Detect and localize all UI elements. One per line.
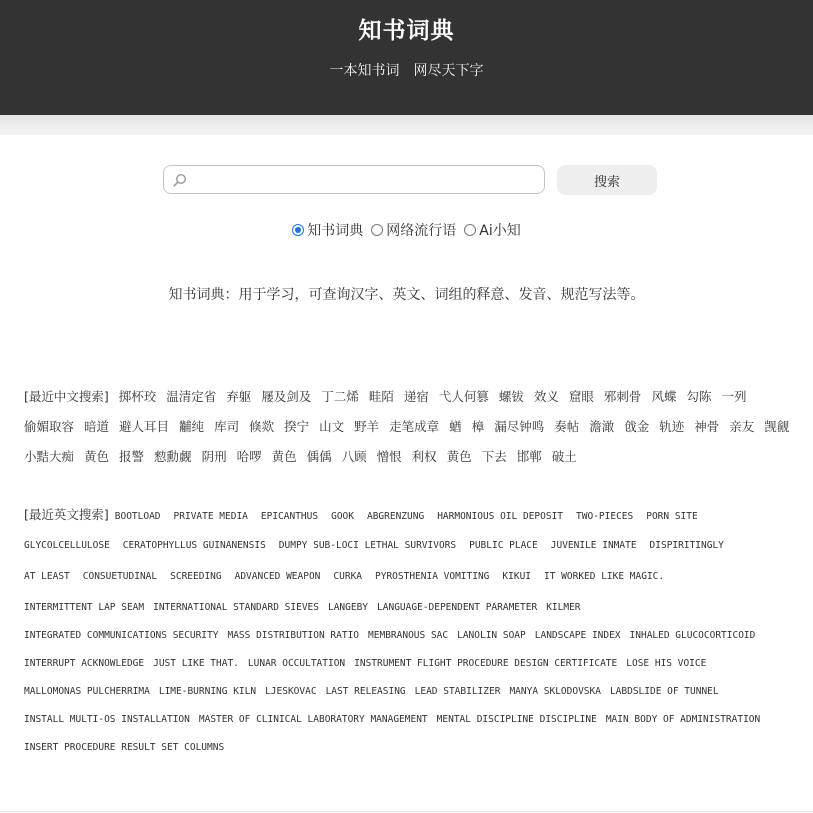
recent-chinese-link[interactable]: 亲友 [729, 419, 755, 434]
recent-chinese-link[interactable]: 戗金 [624, 419, 650, 434]
recent-chinese-link[interactable]: 神骨 [694, 419, 720, 434]
recent-chinese-link[interactable]: 阴刑 [201, 449, 227, 464]
recent-chinese-link[interactable]: 邪刺骨 [603, 389, 642, 404]
recent-english-link[interactable]: PRIVATE MEDIA [173, 511, 248, 522]
recent-english-link[interactable]: PYROSTHENIA VOMITING [375, 571, 490, 582]
recent-chinese-link[interactable]: 偷媚取容 [24, 419, 75, 434]
recent-english-link[interactable]: CURKA [333, 571, 363, 582]
recent-english-link[interactable]: MALLOMONAS PULCHERRIMA [24, 686, 150, 697]
recent-english-row [24, 536, 809, 567]
header-shadow-band [0, 115, 813, 135]
recent-chinese-link[interactable]: 库司 [214, 419, 240, 434]
recent-english-link[interactable]: CERATOPHYLLUS GUINANENSIS [122, 540, 266, 551]
recent-english-link[interactable]: GOOK [331, 511, 354, 522]
recent-english-link[interactable]: MASTER OF CLINICAL LABORATORY MANAGEMENT [198, 714, 428, 725]
recent-english-link[interactable]: INSTALL MULTI-OS INSTALLATION [24, 714, 190, 725]
recent-english-row [24, 682, 809, 710]
recent-english-link[interactable]: INTERNATIONAL STANDARD SIEVES [153, 602, 319, 613]
recent-chinese-link[interactable]: 下去 [481, 449, 507, 464]
recent-chinese-link[interactable]: 轨迹 [659, 419, 685, 434]
search-input[interactable] [194, 169, 534, 190]
recent-chinese-link[interactable]: 走笔成章 [389, 419, 440, 434]
recent-english-link[interactable]: PORN SITE [646, 511, 698, 522]
site-header [0, 0, 813, 115]
recent-english-link[interactable]: ADVANCED WEAPON [234, 571, 321, 582]
recent-chinese-link[interactable]: 报警 [119, 449, 145, 464]
recent-english-link[interactable]: LANDSCAPE INDEX [534, 630, 621, 641]
recent-english-link[interactable]: MANYA SKLODOVSKA [509, 686, 601, 697]
recent-chinese-link[interactable]: 弋人何篡 [438, 389, 489, 404]
recent-chinese-link[interactable]: 避人耳目 [119, 419, 170, 434]
recent-english-link[interactable]: DISPIRITINGLY [649, 540, 724, 551]
search-mode-option[interactable] [371, 220, 456, 240]
recent-chinese-link[interactable]: 黄色 [446, 449, 472, 464]
search-box[interactable] [163, 165, 545, 194]
recent-chinese-link[interactable]: 樟 [471, 419, 485, 434]
recent-chinese-link[interactable]: 温清定省 [166, 389, 217, 404]
recent-chinese-link[interactable]: 觊觎 [764, 419, 790, 434]
recent-english-link[interactable]: MENTAL DISCIPLINE DISCIPLINE [436, 714, 597, 725]
recent-chinese-link[interactable]: 澹澉 [589, 419, 615, 434]
recent-chinese-link[interactable]: 破土 [551, 449, 577, 464]
recent-chinese-link[interactable]: 畦陌 [368, 389, 394, 404]
recent-english-row [24, 567, 809, 598]
recent-english-label: [最近英文搜索] [24, 507, 109, 522]
recent-english-link[interactable]: LANGEBY [327, 602, 369, 613]
recent-chinese-searches [24, 382, 809, 472]
recent-english-link[interactable]: INTERMITTENT LAP SEAM [24, 602, 145, 613]
recent-english-link[interactable]: MAIN BODY OF ADMINISTRATION [605, 714, 761, 725]
recent-chinese-link[interactable]: 屦及剑及 [261, 389, 312, 404]
dictionary-description: 知书词典：用于学习，可查询汉字、英文、词组的释意、发音、规范写法等。 [168, 287, 645, 303]
search-mode-label: 网络流行语 [386, 223, 457, 239]
recent-chinese-link[interactable]: 小黠大痴 [24, 449, 75, 464]
recent-chinese-link[interactable]: 憎恨 [376, 449, 402, 464]
recent-chinese-link[interactable]: 利权 [411, 449, 437, 464]
recent-english-link[interactable]: LAST RELEASING [325, 686, 406, 697]
search-icon [173, 173, 187, 187]
radio-button[interactable] [371, 224, 383, 236]
search-mode-label: 知书词典 [307, 223, 364, 239]
site-slogan: 一本知书词 网尽天下字 [329, 63, 484, 79]
recent-english-row [24, 738, 809, 766]
recent-english-link[interactable]: LOSE HIS VOICE [626, 658, 707, 669]
recent-chinese-link[interactable]: 风蝶 [651, 389, 677, 404]
recent-chinese-link[interactable]: 山文 [319, 419, 345, 434]
recent-english-link[interactable]: CONSUETUDINAL [82, 571, 158, 582]
recent-english-link[interactable]: IT WORKED LIKE MAGIC. [544, 571, 665, 582]
recent-english-link[interactable]: INSERT PROCEDURE RESULT SET COLUMNS [24, 742, 225, 753]
recent-english-row [24, 505, 809, 536]
recent-chinese-link[interactable]: 暗道 [84, 419, 110, 434]
search-mode-options [0, 220, 813, 240]
radio-button[interactable] [464, 224, 476, 236]
recent-chinese-link[interactable]: 弃躯 [226, 389, 252, 404]
search-mode-label: Ai小知 [479, 223, 521, 239]
recent-english-row [24, 626, 809, 654]
recent-english-link[interactable]: PUBLIC PLACE [469, 540, 538, 551]
recent-chinese-link[interactable]: 螺钹 [498, 389, 524, 404]
recent-chinese-link[interactable]: 愸勳觑 [154, 449, 192, 464]
recent-chinese-link[interactable]: 丁二烯 [321, 389, 359, 404]
site-title[interactable]: 知书词典 [358, 17, 455, 44]
recent-chinese-link[interactable]: 递宿 [403, 389, 429, 404]
recent-chinese-label: [最近中文搜索] [24, 389, 109, 404]
recent-english-link[interactable]: SCREEDING [170, 571, 222, 582]
search-button[interactable]: 搜索 [557, 165, 657, 195]
recent-chinese-link[interactable]: 效义 [533, 389, 559, 404]
recent-english-link[interactable]: LANOLIN SOAP [457, 630, 526, 641]
recent-chinese-link[interactable]: 蝤 [449, 419, 462, 434]
recent-english-link[interactable]: JUST LIKE THAT. [153, 658, 239, 669]
recent-english-link[interactable]: LUNAR OCCULTATION [247, 658, 346, 669]
recent-chinese-link[interactable]: 黼纯 [179, 419, 205, 434]
recent-english-link[interactable]: HARMONIOUS OIL DEPOSIT [437, 511, 564, 522]
recent-chinese-link[interactable]: 八顾 [341, 449, 367, 464]
recent-english-row [24, 710, 809, 738]
recent-english-link[interactable]: LABDSLIDE OF TUNNEL [609, 686, 719, 697]
recent-english-link[interactable]: DUMPY SUB-LOCI LETHAL SURVIVORS [278, 540, 457, 551]
radio-button[interactable] [292, 224, 304, 236]
recent-english-link[interactable]: MEMBRANOUS SAC [368, 630, 449, 641]
recent-chinese-link[interactable]: 野羊 [354, 419, 380, 434]
recent-chinese-link[interactable]: 漏尽钟鸣 [494, 419, 545, 434]
search-mode-option[interactable] [292, 220, 363, 240]
recent-chinese-link[interactable]: 黄色 [271, 449, 297, 464]
search-mode-option[interactable] [464, 220, 520, 240]
recent-chinese-link[interactable]: 一列 [721, 389, 747, 404]
recent-english-link[interactable]: INTERRUPT ACKNOWLEDGE [24, 658, 145, 669]
recent-english-link[interactable]: LANGUAGE-DEPENDENT PARAMETER [377, 602, 538, 613]
recent-chinese-link[interactable]: 奏帖 [554, 419, 580, 434]
recent-english-link[interactable]: AT LEAST [24, 571, 70, 582]
recent-english-link[interactable]: LJESKOVAC [265, 686, 317, 697]
recent-chinese-link[interactable]: 偊偊 [306, 449, 332, 464]
recent-english-row [24, 598, 809, 626]
recent-english-link[interactable]: GLYCOLCELLULOSE [24, 540, 110, 551]
recent-english-link[interactable]: TWO-PIECES [576, 511, 634, 522]
recent-english-link[interactable]: LIME-BURNING KILN [158, 686, 257, 697]
recent-english-link[interactable]: LEAD STABILIZER [414, 686, 501, 697]
recent-chinese-link[interactable]: 黄色 [84, 449, 110, 464]
recent-english-link[interactable]: INTEGRATED COMMUNICATIONS SECURITY [24, 630, 219, 641]
recent-english-link[interactable]: INHALED GLUCOCORTICOID [629, 630, 756, 641]
recent-chinese-link[interactable]: 邯郸 [516, 449, 542, 464]
recent-english-link[interactable]: JUVENILE INMATE [550, 540, 637, 551]
recent-english-link[interactable]: EPICANTHUS [260, 511, 319, 522]
recent-english-link[interactable]: ABGRENZUNG [366, 511, 425, 522]
recent-english-link[interactable]: MASS DISTRIBUTION RATIO [227, 630, 360, 641]
footer-divider [0, 811, 813, 812]
recent-chinese-link[interactable]: 揆宁 [284, 419, 310, 434]
recent-english-link[interactable]: KILMER [546, 602, 581, 613]
recent-chinese-link[interactable]: 勾陈 [686, 389, 712, 404]
recent-chinese-link[interactable]: 窟眼 [568, 389, 594, 404]
recent-chinese-link[interactable]: 哈啰 [236, 449, 262, 464]
recent-chinese-link[interactable]: 倏欻 [249, 419, 275, 434]
recent-english-row [24, 654, 809, 682]
recent-english-link[interactable]: KIKUI [502, 571, 532, 582]
recent-english-link[interactable]: BOOTLOAD [114, 511, 161, 522]
recent-chinese-link[interactable]: 掷杯珓 [118, 389, 157, 404]
recent-english-searches [24, 505, 809, 766]
recent-english-link[interactable]: INSTRUMENT FLIGHT PROCEDURE DESIGN CERTIFICATE [354, 658, 618, 669]
